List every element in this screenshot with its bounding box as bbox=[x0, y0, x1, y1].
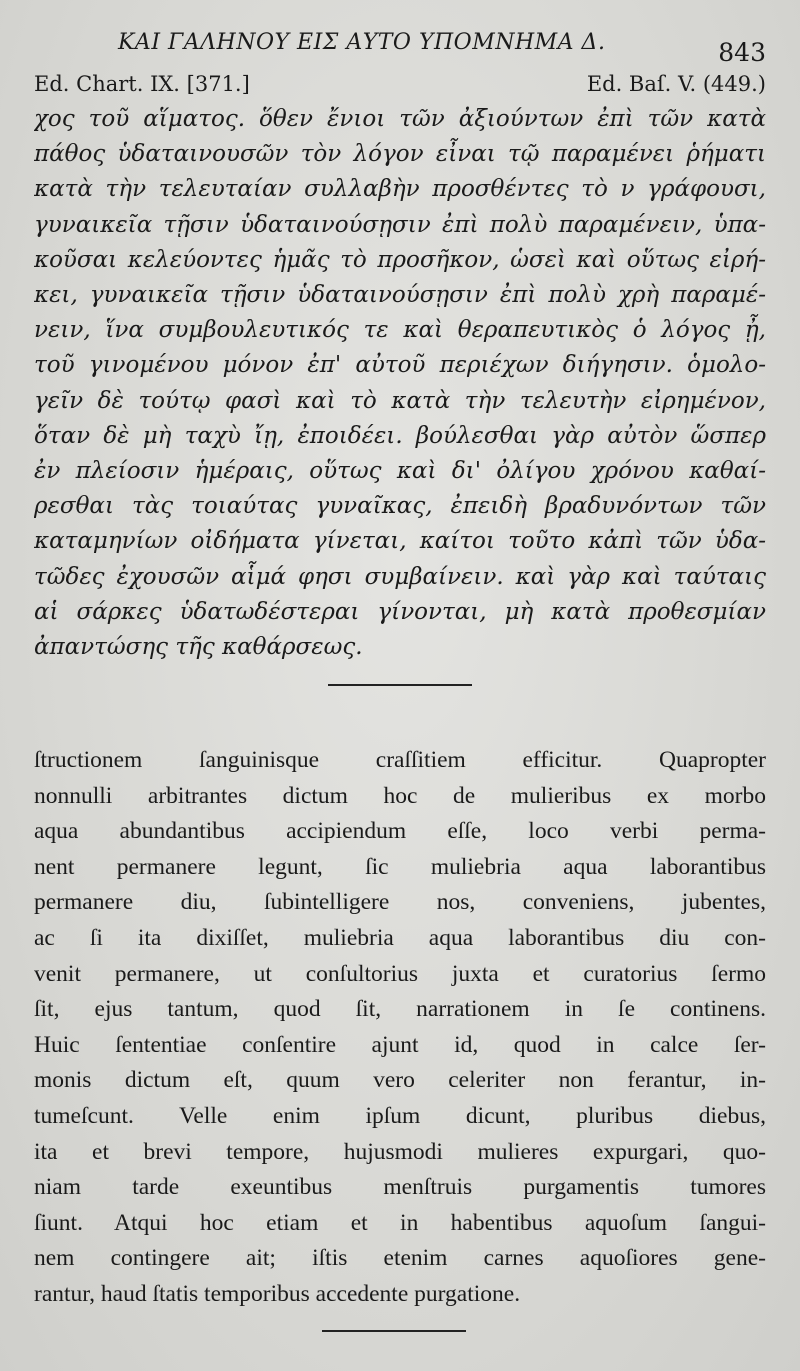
greek-line: νειν, ἵνα συμβουλευτικός τε καὶ θεραπευτικὸς ὁ λόγος ᾖ, bbox=[34, 317, 766, 344]
latin-line: ac ſi ita dixiſſet, muliebria aqua laborantibus diu con- bbox=[34, 924, 766, 951]
latin-line: ſit, ejus tantum, quod ſit, narrationem in ſe continens. bbox=[34, 996, 766, 1023]
greek-line: τῶδες ἐχουσῶν αἷμά φησι συμβαίνειν. καὶ γὰρ καὶ ταύταις bbox=[34, 563, 766, 590]
latin-line: Huic ſententiae conſentire ajunt id, quod in calce ſer- bbox=[34, 1031, 766, 1058]
greek-text-block bbox=[34, 102, 766, 665]
greek-line: ἐν πλείοσιν ἡμέραις, οὕτως καὶ δι' ὀλίγου χρόνου καθαί- bbox=[34, 458, 766, 485]
edition-reference-basel: Ed. Baſ. V. (449.) bbox=[586, 72, 766, 96]
greek-line: χος τοῦ αἵματος. ὅθεν ἔνιοι τῶν ἀξιούντων ἐπὶ τῶν κατὰ bbox=[34, 106, 766, 132]
greek-line: γυναικεῖα τῇσιν ὑδαταινούσῃσιν ἐπὶ πολὺ παραμένειν, ὑπα- bbox=[34, 211, 766, 238]
greek-line: πάθος ὑδαταινουσῶν τὸν λόγον εἶναι τῷ παραμένει ῥήματι bbox=[34, 141, 766, 168]
latin-line: ſiunt. Atqui hoc etiam et in habentibus aquoſum ſangui- bbox=[34, 1209, 766, 1236]
latin-line: nent permanere legunt, ſic muliebria aqua laborantibus bbox=[34, 853, 766, 880]
greek-line: ὅταν δὲ μὴ ταχὺ ἴῃ, ἐποιδέει. βούλεσθαι γὰρ αὐτὸν ὥσπερ bbox=[34, 422, 766, 449]
greek-line: κοῦσαι κελεύοντες ἡμᾶς τὸ προσῆκον, ὡσεὶ καὶ οὕτως εἰρή- bbox=[34, 246, 766, 273]
greek-line: γεῖν δὲ τούτῳ φασὶ καὶ τὸ κατὰ τὴν τελευτὴν εἰρημένον, bbox=[34, 387, 766, 414]
latin-line: aqua abundantibus accipiendum eſſe, loco verbi perma- bbox=[34, 818, 766, 845]
footer-divider-rule bbox=[322, 1330, 466, 1332]
latin-line: venit permanere, ut conſultorius juxta et curatorius ſermo bbox=[34, 960, 766, 987]
latin-text-block bbox=[34, 743, 766, 1313]
running-header-title: ΚΑΙ ΓΑΛΗΝΟΥ ΕΙΣ ΑΥΤΟ ΥΠΟΜΝΗΜΑ Δ. bbox=[118, 30, 606, 55]
section-divider-rule bbox=[328, 684, 472, 686]
latin-line: permanere diu, ſubintelligere nos, conveniens, jubentes, bbox=[34, 889, 766, 916]
latin-line: ita et brevi tempore, hujusmodi mulieres expurgari, quo- bbox=[34, 1138, 766, 1165]
page-number: 843 bbox=[718, 38, 766, 67]
latin-line: nonnulli arbitrantes dictum hoc de mulieribus ex morbo bbox=[34, 782, 766, 809]
latin-line: monis dictum eſt, quum vero celeriter non ferantur, in- bbox=[34, 1067, 766, 1094]
greek-line: καταμηνίων οἰδήματα γίνεται, καίτοι τοῦτο κἀπὶ τῶν ὑδα- bbox=[34, 528, 766, 555]
greek-line: κει, γυναικεῖα τῇσιν ὑδαταινούσῃσιν ἐπὶ πολὺ χρὴ παραμέ- bbox=[34, 282, 766, 309]
greek-line: αἱ σάρκες ὑδατωδέστεραι γίνονται, μὴ κατὰ προθεσμίαν bbox=[34, 598, 766, 625]
latin-line: rantur, haud ſtatis temporibus accedente purgatione. bbox=[34, 1280, 521, 1307]
greek-line: ἀπαντώσης τῆς καθάρσεως. bbox=[34, 634, 363, 661]
latin-line: ſtructionem ſanguinisque craſſitiem efficitur. Quapropter bbox=[34, 747, 766, 773]
greek-line: τοῦ γινομένου μόνον ἐπ' αὐτοῦ περιέχων διήγησιν. ὁμολο- bbox=[34, 352, 766, 379]
latin-line: nem contingere ait; iſtis etenim carnes aquoſiores gene- bbox=[34, 1245, 766, 1272]
greek-line: κατὰ τὴν τελευταίαν συλλαβὴν προσθέντες τὸ ν γράφουσι, bbox=[34, 176, 766, 203]
edition-reference-chartier: Ed. Chart. IX. [371.] bbox=[34, 72, 250, 96]
greek-line: ρεσθαι τὰς τοιαύτας γυναῖκας, ἐπειδὴ βραδυνόντων τῶν bbox=[34, 493, 766, 520]
latin-line: tumeſcunt. Velle enim ipſum dicunt, pluribus diebus, bbox=[34, 1102, 766, 1129]
latin-line: niam tarde exeuntibus menſtruis purgamentis tumores bbox=[34, 1174, 766, 1201]
